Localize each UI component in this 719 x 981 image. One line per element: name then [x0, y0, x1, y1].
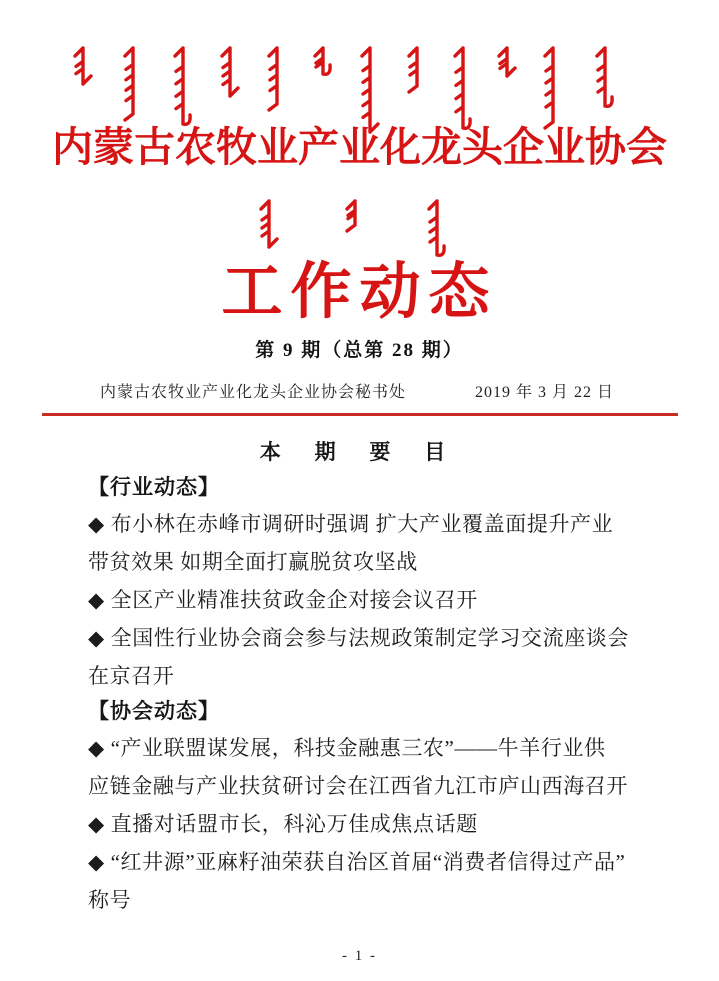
toc-item-line: 带贫效果 如期全面打赢脱贫攻坚战	[88, 550, 418, 574]
publisher-name: 内蒙古农牧业产业化龙头企业协会秘书处	[100, 384, 407, 401]
toc-item-line: 应链金融与产业扶贫研讨会在江西省九江市庐山西海召开	[88, 774, 628, 798]
contents-list	[88, 471, 634, 919]
association-name: 内蒙古农牧业产业化龙头企业协会	[52, 124, 667, 170]
toc-item-line: ◆ “红井源”亚麻籽油荣获自治区首届“消费者信得过产品”	[88, 850, 626, 874]
toc-item-line: ◆ 直播对话盟市长，科沁万佳成焦点话题	[88, 812, 478, 836]
page-number: - 1 -	[342, 948, 377, 964]
toc-item-line: ◆ 全区产业精准扶贫政金企对接会议召开	[88, 588, 478, 612]
bulletin-title: 工作动态	[221, 259, 498, 326]
section-title-industry: 【行业动态】	[88, 476, 220, 499]
issue-date: 2019 年 3 月 22 日	[474, 384, 614, 401]
publisher-row	[100, 379, 614, 402]
toc-item-line: 称号	[88, 888, 132, 912]
toc-item-line: ◆ 布小林在赤峰市调研时强调 扩大产业覆盖面提升产业	[88, 512, 614, 536]
section-title-association: 【协会动态】	[88, 700, 220, 723]
contents-heading: 本 期 要 目	[259, 441, 460, 464]
toc-item-line: ◆ “产业联盟谋发展，科技金融惠三农”——牛羊行业供	[88, 736, 606, 760]
toc-item-line: 在京召开	[88, 664, 175, 688]
toc-item-line: ◆ 全国性行业协会商会参与法规政策制定学习交流座谈会	[88, 626, 629, 650]
divider-rule	[42, 413, 678, 416]
issue-number: 第 9 期（总第 28 期）	[255, 340, 464, 361]
